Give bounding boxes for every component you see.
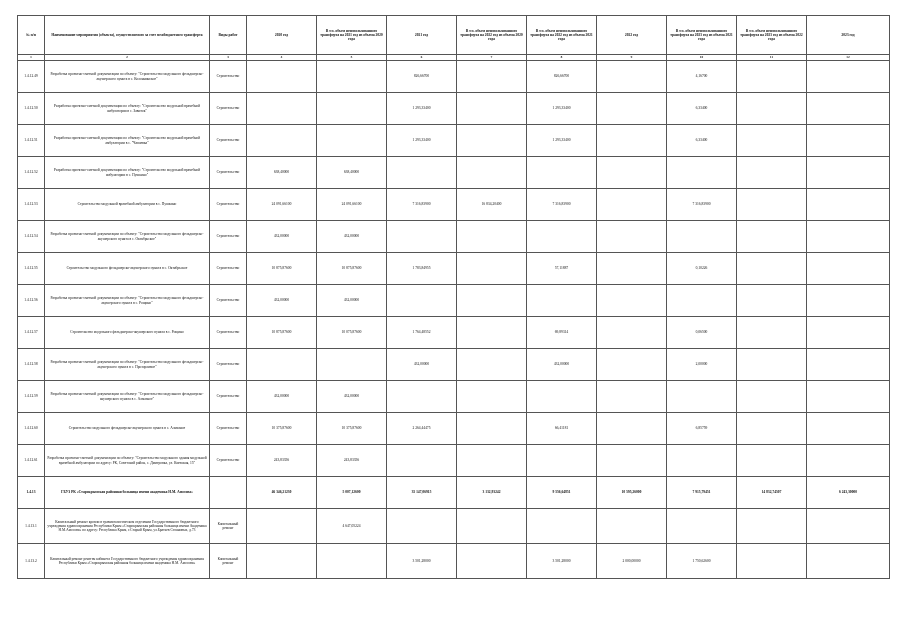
table-body [18, 61, 890, 579]
cell-incl-2023-from-2022 [737, 189, 807, 221]
table-row [18, 157, 890, 189]
cell-incl-2023-from-2021 [667, 157, 737, 189]
table-row [18, 317, 890, 349]
col-number: 2 [45, 55, 210, 61]
cell-incl-2020: 24 091,66100 [317, 189, 387, 221]
cell-incl-2020: 432,00000 [317, 381, 387, 413]
row-work-type: Строительство [210, 413, 247, 445]
header-incl-2020: В т.ч. объем неиспользованного трансферта на 2021 год из объема 2020 года [317, 16, 387, 55]
cell-incl-2022-from-2020 [457, 285, 527, 317]
cell-2023 [807, 93, 890, 125]
budget-table [17, 15, 890, 579]
cell-incl-2022-from-2020: 3 132,93242 [457, 477, 527, 509]
cell-2022 [597, 285, 667, 317]
row-work-type: Строительство [210, 221, 247, 253]
cell-2020: 432,00000 [247, 285, 317, 317]
table-row [18, 477, 890, 509]
table-row [18, 381, 890, 413]
cell-incl-2022-from-2020 [457, 157, 527, 189]
cell-incl-2023-from-2022 [737, 221, 807, 253]
cell-2020: 24 091,66100 [247, 189, 317, 221]
cell-incl-2023-from-2021 [667, 445, 737, 477]
row-name: Разработка проектно-сметной документации по объекту: "Строительство модульного здания модульной врачебной амбулатории по адресу: РК, Советский район, с. Дмитровка, ул. Киевская, 15" [45, 445, 210, 477]
row-work-type: Капитальный ремонт [210, 509, 247, 544]
cell-incl-2023-from-2022 [737, 61, 807, 93]
cell-incl-2020: 432,00000 [317, 221, 387, 253]
row-number: 1.4.12.59 [18, 381, 45, 413]
cell-incl-2022-from-2020 [457, 61, 527, 93]
cell-2020: 432,00000 [247, 221, 317, 253]
cell-incl-2022-from-2021 [527, 157, 597, 189]
cell-2021 [387, 157, 457, 189]
col-number: 3 [210, 55, 247, 61]
row-name: Строительство модульного фельдшерско-акушерского пункта в с. Рощино [45, 317, 210, 349]
row-number: 1.4.12.52 [18, 157, 45, 189]
cell-2021 [387, 221, 457, 253]
cell-2022 [597, 381, 667, 413]
cell-2022 [597, 317, 667, 349]
cell-2021 [387, 285, 457, 317]
cell-incl-2022-from-2021: 1 293,33400 [527, 125, 597, 157]
cell-incl-2022-from-2020: 16 834,20400 [457, 189, 527, 221]
table-row [18, 253, 890, 285]
row-work-type [210, 477, 247, 509]
row-number: 1.4.13.1 [18, 509, 45, 544]
row-work-type: Строительство [210, 189, 247, 221]
table-row [18, 544, 890, 579]
cell-incl-2023-from-2022 [737, 509, 807, 544]
row-work-type: Строительство [210, 285, 247, 317]
cell-incl-2023-from-2022 [737, 157, 807, 189]
header-2022: 2022 год [597, 16, 667, 55]
cell-incl-2023-from-2022 [737, 125, 807, 157]
cell-incl-2022-from-2020 [457, 93, 527, 125]
row-name: Разработка проектно-сметной документации по объекту: "Строительство модульной врачебной амбулатории в с. Завиток" [45, 93, 210, 125]
col-number: 12 [807, 55, 890, 61]
cell-incl-2022-from-2021 [527, 285, 597, 317]
cell-incl-2022-from-2020 [457, 413, 527, 445]
table-row [18, 445, 890, 477]
row-name: Разработка проектно-сметной документации по объекту: "Строительство модульного фельдшерско-акушерского пункта в с. Октябрьское" [45, 221, 210, 253]
col-number: 9 [597, 55, 667, 61]
cell-2020: 10 375,87600 [247, 413, 317, 445]
row-number: 1.4.13.2 [18, 544, 45, 579]
col-number: 11 [737, 55, 807, 61]
cell-2023 [807, 509, 890, 544]
cell-incl-2023-from-2022 [737, 285, 807, 317]
row-number: 1.4.13 [18, 477, 45, 509]
cell-incl-2023-from-2022 [737, 317, 807, 349]
cell-incl-2022-from-2021 [527, 509, 597, 544]
row-work-type: Строительство [210, 317, 247, 349]
cell-incl-2023-from-2021: 7 915,79451 [667, 477, 737, 509]
cell-incl-2022-from-2021: 9 556,64851 [527, 477, 597, 509]
cell-incl-2023-from-2021: 2,00000 [667, 349, 737, 381]
cell-incl-2022-from-2021: 1 293,33400 [527, 93, 597, 125]
row-name: Разработка проектно-сметной документации по объекту: "Строительство модульного фельдшерско-акушерского пункта в с. Алмазное" [45, 381, 210, 413]
header-2023: 2023 год [807, 16, 890, 55]
row-work-type: Строительство [210, 125, 247, 157]
row-name: Капитальный ремонт рентген кабинета Государственного бюджетного учреждения здравоохранения Республики Крым «Старокрымская районная больница имени академика Н.М. Амосова» [45, 544, 210, 579]
cell-incl-2023-from-2021: 6,85759 [667, 413, 737, 445]
row-name: Разработка проектно-сметной документации по объекту: "Строительство модульного фельдшерско-акушерского пункта в с. Прозорливое" [45, 349, 210, 381]
row-work-type: Строительство [210, 93, 247, 125]
cell-incl-2023-from-2022 [737, 253, 807, 285]
cell-incl-2023-from-2022 [737, 544, 807, 579]
cell-2023 [807, 413, 890, 445]
cell-incl-2023-from-2021: 0,06500 [667, 317, 737, 349]
header-name: Наименование мероприятия (объекта), осуществляемого за счет межбюджетного трансферта [45, 16, 210, 55]
cell-incl-2020: 10 875,87600 [317, 253, 387, 285]
row-name: Разработка проектно-сметной документации по объекту: "Строительство модульной врачебной амбулатории в с. Пушкино" [45, 157, 210, 189]
row-number: 1.4.12.55 [18, 253, 45, 285]
table-row [18, 221, 890, 253]
col-number: 8 [527, 55, 597, 61]
cell-incl-2020 [317, 544, 387, 579]
cell-incl-2023-from-2021: 6,33400 [667, 125, 737, 157]
cell-incl-2020: 243,83356 [317, 445, 387, 477]
cell-incl-2020: 4 647,05224 [317, 509, 387, 544]
cell-incl-2023-from-2022 [737, 349, 807, 381]
table-row [18, 61, 890, 93]
row-number: 1.4.12.51 [18, 125, 45, 157]
header-incl-2023-from-2022: В т.ч. объем неиспользованного трансферта на 2023 год из объема 2022 года [737, 16, 807, 55]
row-number: 1.4.12.60 [18, 413, 45, 445]
row-name: Строительство модульного фельдшерско-акушерского пункта в с. Октябрьское [45, 253, 210, 285]
cell-incl-2022-from-2020 [457, 253, 527, 285]
row-work-type: Строительство [210, 253, 247, 285]
row-number: 1.4.12.61 [18, 445, 45, 477]
cell-incl-2023-from-2022 [737, 445, 807, 477]
cell-incl-2023-from-2022 [737, 93, 807, 125]
col-number: 10 [667, 55, 737, 61]
col-number: 1 [18, 55, 45, 61]
cell-incl-2022-from-2020 [457, 349, 527, 381]
cell-incl-2023-from-2021 [667, 285, 737, 317]
header-work: Виды работ [210, 16, 247, 55]
cell-2022 [597, 413, 667, 445]
cell-incl-2023-from-2021: 4,16700 [667, 61, 737, 93]
row-name: Капитальный ремонт кровли в травматологическом отделении Государственного бюджетного учреждения здравоохранения Республики Крым «Старокрымская районная больница имени Академика Н.М.Амосова» по адресу: Республика Крым, г.Старый Крым, ул.Братьев Стояновых, д.73 [45, 509, 210, 544]
cell-incl-2022-from-2021: 57,11887 [527, 253, 597, 285]
cell-2023 [807, 189, 890, 221]
header-2021: 2021 год [387, 16, 457, 55]
cell-2023 [807, 445, 890, 477]
row-number: 1.4.12.54 [18, 221, 45, 253]
cell-2023 [807, 157, 890, 189]
cell-2022 [597, 61, 667, 93]
cell-incl-2022-from-2020 [457, 544, 527, 579]
cell-2023 [807, 349, 890, 381]
header-incl-2022-from-2020: В т.ч. объем неиспользованного трансферта на 2022 год из объема 2020 года [457, 16, 527, 55]
cell-incl-2023-from-2021 [667, 381, 737, 413]
col-number: 5 [317, 55, 387, 61]
cell-2021: 432,00000 [387, 349, 457, 381]
row-number: 1.4.12.50 [18, 93, 45, 125]
table-row [18, 125, 890, 157]
row-name: Разработка проектно-сметной документации по объекту: "Строительство модульного фельдшерско-акушерского пункта в с. Рощино" [45, 285, 210, 317]
cell-2020 [247, 61, 317, 93]
cell-2023 [807, 125, 890, 157]
cell-2020 [247, 349, 317, 381]
table-row [18, 509, 890, 544]
header-2020: 2020 год [247, 16, 317, 55]
cell-2020 [247, 544, 317, 579]
cell-2020 [247, 509, 317, 544]
header-incl-2023-from-2021: В т.ч. объем неиспользованного трансферта на 2023 год из объема 2021 года [667, 16, 737, 55]
cell-incl-2022-from-2021: 7 316,83900 [527, 189, 597, 221]
cell-2022 [597, 349, 667, 381]
cell-incl-2022-from-2020 [457, 221, 527, 253]
cell-2023 [807, 61, 890, 93]
cell-2020: 243,83356 [247, 445, 317, 477]
cell-incl-2023-from-2021: 1 750,62600 [667, 544, 737, 579]
cell-2021: 7 316,83900 [387, 189, 457, 221]
cell-2022 [597, 93, 667, 125]
row-number: 1.4.12.58 [18, 349, 45, 381]
table-row [18, 413, 890, 445]
header-row [18, 16, 890, 55]
cell-2021: 1 764,48552 [387, 317, 457, 349]
row-number: 1.4.12.57 [18, 317, 45, 349]
row-name: Строительство модульного фельдшерско-акушерского пункта в с. Алмазное [45, 413, 210, 445]
cell-incl-2023-from-2021: 7 316,83900 [667, 189, 737, 221]
cell-2021 [387, 509, 457, 544]
cell-incl-2023-from-2022 [737, 413, 807, 445]
cell-2020: 46 346,21230 [247, 477, 317, 509]
col-number: 7 [457, 55, 527, 61]
row-work-type: Строительство [210, 349, 247, 381]
cell-incl-2020: 10 075,87600 [317, 317, 387, 349]
cell-2023 [807, 253, 890, 285]
header-incl-2022-from-2021: В т.ч. объем неиспользованного трансферта на 2022 год из объема 2021 года [527, 16, 597, 55]
cell-2021: 2 264,44475 [387, 413, 457, 445]
cell-2021: 826,66700 [387, 61, 457, 93]
col-number: 6 [387, 55, 457, 61]
header-num: № п/п [18, 16, 45, 55]
row-work-type: Строительство [210, 381, 247, 413]
cell-2023 [807, 221, 890, 253]
row-work-type: Строительство [210, 61, 247, 93]
cell-2022 [597, 221, 667, 253]
cell-incl-2022-from-2021 [527, 381, 597, 413]
cell-incl-2022-from-2020 [457, 125, 527, 157]
cell-incl-2023-from-2021: 6,33400 [667, 93, 737, 125]
cell-incl-2020 [317, 93, 387, 125]
cell-incl-2022-from-2020 [457, 445, 527, 477]
cell-2023 [807, 285, 890, 317]
table-row [18, 189, 890, 221]
cell-2021: 1 293,33400 [387, 125, 457, 157]
cell-incl-2023-from-2022 [737, 381, 807, 413]
cell-incl-2022-from-2021 [527, 221, 597, 253]
cell-incl-2022-from-2020 [457, 317, 527, 349]
cell-2022 [597, 445, 667, 477]
cell-2020: 432,00000 [247, 381, 317, 413]
cell-2021: 1 783,84955 [387, 253, 457, 285]
cell-2022 [597, 189, 667, 221]
row-number: 1.4.12.56 [18, 285, 45, 317]
cell-2023: 6 243,30000 [807, 477, 890, 509]
cell-2020 [247, 125, 317, 157]
cell-2021: 1 293,33400 [387, 93, 457, 125]
cell-incl-2020 [317, 125, 387, 157]
cell-2022: 10 595,26000 [597, 477, 667, 509]
table-row [18, 93, 890, 125]
row-name: ГБУЗ РК «Старокрымская районная больница имени академика Н.М. Амосова» [45, 477, 210, 509]
cell-incl-2023-from-2021 [667, 221, 737, 253]
cell-incl-2023-from-2021: 0,10226 [667, 253, 737, 285]
cell-incl-2022-from-2021: 432,00000 [527, 349, 597, 381]
cell-2020: 10 875,87600 [247, 317, 317, 349]
cell-2022 [597, 253, 667, 285]
row-number: 1.4.12.53 [18, 189, 45, 221]
cell-incl-2022-from-2020 [457, 381, 527, 413]
cell-2023 [807, 381, 890, 413]
cell-2023 [807, 317, 890, 349]
row-work-type: Капитальный ремонт [210, 544, 247, 579]
cell-incl-2020: 5 007,12600 [317, 477, 387, 509]
row-name: Разработка проектно-сметной документации по объекту: "Строительство модульного фельдшерско-акушерского пункта в с. Колоннинское" [45, 61, 210, 93]
cell-2022: 2 000,00000 [597, 544, 667, 579]
table-row [18, 349, 890, 381]
cell-2023 [807, 544, 890, 579]
cell-incl-2022-from-2021: 69,89314 [527, 317, 597, 349]
cell-incl-2020: 432,00000 [317, 285, 387, 317]
cell-incl-2020: 638,40000 [317, 157, 387, 189]
cell-2022 [597, 125, 667, 157]
cell-2021: 35 147,06915 [387, 477, 457, 509]
cell-2020 [247, 93, 317, 125]
cell-2020: 10 875,87600 [247, 253, 317, 285]
cell-incl-2023-from-2022: 14 832,74507 [737, 477, 807, 509]
row-work-type: Строительство [210, 157, 247, 189]
cell-incl-2020: 10 375,87600 [317, 413, 387, 445]
cell-incl-2022-from-2021: 66,41181 [527, 413, 597, 445]
cell-incl-2022-from-2021 [527, 445, 597, 477]
cell-incl-2022-from-2021: 3 501,28000 [527, 544, 597, 579]
row-name: Разработка проектно-сметной документации по объекту: "Строительство модульной врачебной амбулатории в с. "Чапаевка" [45, 125, 210, 157]
cell-2021: 3 501,28000 [387, 544, 457, 579]
row-name: Строительство модульной врачебной амбулатории в с. Пушкино [45, 189, 210, 221]
row-work-type: Строительство [210, 445, 247, 477]
table-row [18, 285, 890, 317]
cell-incl-2020 [317, 349, 387, 381]
cell-incl-2023-from-2021 [667, 509, 737, 544]
cell-2022 [597, 157, 667, 189]
cell-2021 [387, 381, 457, 413]
cell-2020: 638,40000 [247, 157, 317, 189]
cell-incl-2020 [317, 61, 387, 93]
col-number: 4 [247, 55, 317, 61]
cell-incl-2022-from-2021: 826,66700 [527, 61, 597, 93]
cell-2021 [387, 445, 457, 477]
row-number: 1.4.12.49 [18, 61, 45, 93]
cell-2022 [597, 509, 667, 544]
cell-incl-2022-from-2020 [457, 509, 527, 544]
